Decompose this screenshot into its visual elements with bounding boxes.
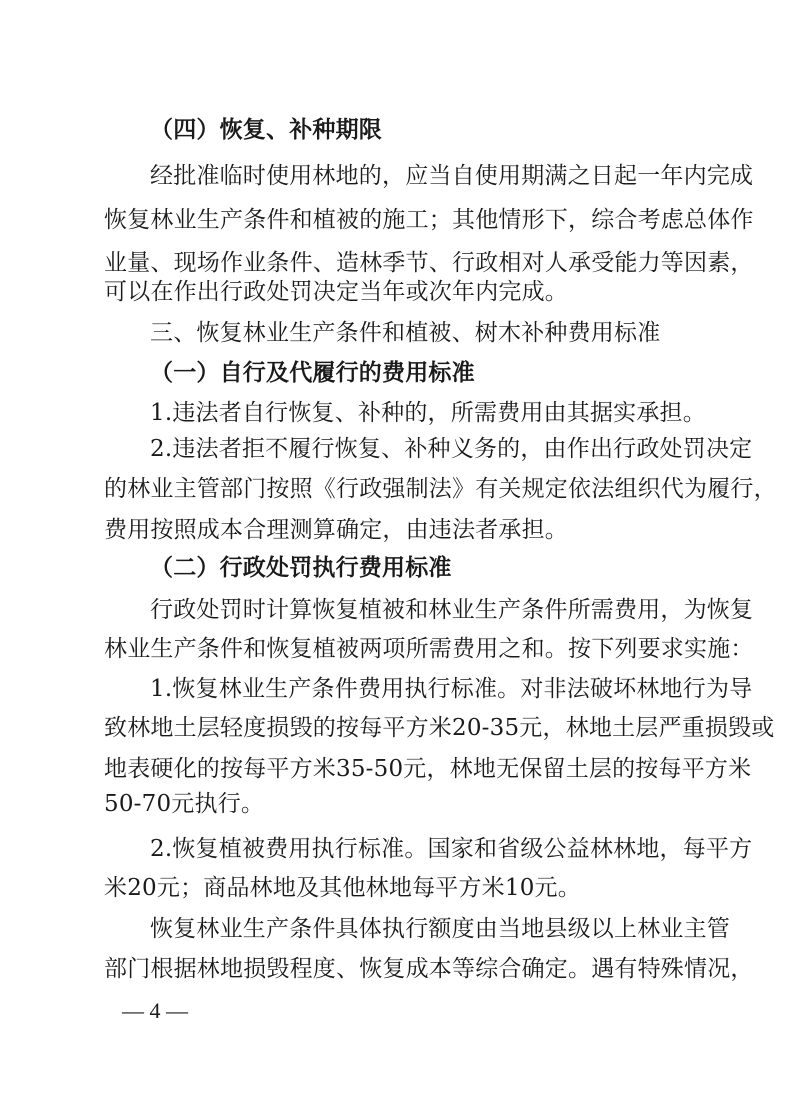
section-four-line-2: 恢复林业生产条件和植被的施工；其他情形下，综合考虑总体作 xyxy=(104,207,754,233)
subsection-two-closing-line-2: 部门根据林地损毁程度、恢复成本等综合确定。遇有特殊情况， xyxy=(104,956,754,982)
subsection-two-intro-line-1: 行政处罚时计算恢复植被和林业生产条件所需费用，为恢复 xyxy=(150,597,754,623)
subsection-two-item-1-line-3: 地表硬化的按每平方米35-50元，林地无保留土层的按每平方米 xyxy=(104,756,752,782)
section-four-line-4: 可以在作出行政处罚决定当年或次年内完成。 xyxy=(104,279,568,305)
section-four-heading: （四）恢复、补种期限 xyxy=(150,117,382,143)
subsection-two-intro-line-2: 林业生产条件和恢复植被两项所需费用之和。按下列要求实施： xyxy=(104,636,754,662)
subsection-two-item-1-line-2: 致林地土层轻度损毁的按每平方米20-35元，林地土层严重损毁或 xyxy=(104,715,775,741)
subsection-one-item-2-line-1: 2.违法者拒不履行恢复、补种义务的，由作出行政处罚决定 xyxy=(150,436,753,462)
subsection-two-item-2-line-2: 米20元；商品林地及其他林地每平方米10元。 xyxy=(104,875,581,901)
subsection-two-closing-line-1: 恢复林业生产条件具体执行额度由当地县级以上林业主管 xyxy=(150,916,730,942)
section-four-line-1: 经批准临时使用林地的，应当自使用期满之日起一年内完成 xyxy=(150,163,754,189)
subsection-one-item-1: 1.违法者自行恢复、补种的，所需费用由其据实承担。 xyxy=(150,400,706,426)
subsection-two-heading: （二）行政处罚执行费用标准 xyxy=(150,555,452,581)
subsection-one-item-2-line-3: 费用按照成本合理测算确定，由违法者承担。 xyxy=(104,517,568,543)
subsection-two-item-1-line-4: 50-70元执行。 xyxy=(104,791,265,817)
subsection-two-item-1-line-1: 1.恢复林业生产条件费用执行标准。对非法破坏林地行为导 xyxy=(150,676,753,702)
subsection-one-heading: （一）自行及代履行的费用标准 xyxy=(150,360,475,386)
section-four-line-3: 业量、现场作业条件、造林季节、行政相对人承受能力等因素， xyxy=(104,250,754,276)
subsection-two-item-2-line-1: 2.恢复植被费用执行标准。国家和省级公益林林地，每平方 xyxy=(150,836,753,862)
subsection-one-item-2-line-2: 的林业主管部门按照《行政强制法》有关规定依法组织代为履行， xyxy=(104,476,777,502)
part-three-heading: 三、恢复林业生产条件和植被、树木补种费用标准 xyxy=(150,320,661,346)
page-number: — 4 — xyxy=(122,998,188,1023)
